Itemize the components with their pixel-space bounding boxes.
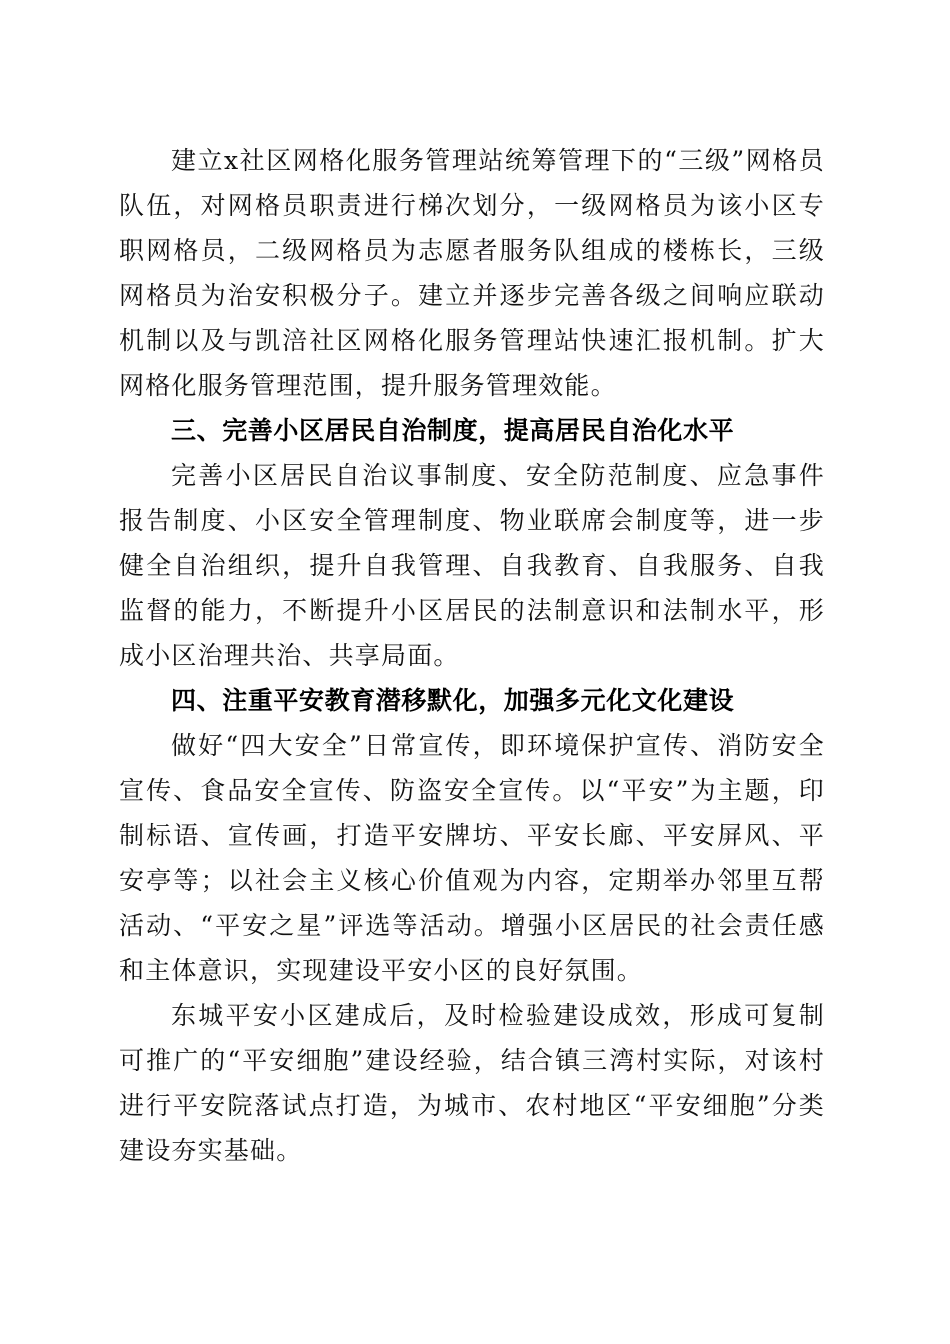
paragraph-pilot-promotion: 东城平安小区建成后，及时检验建设成效，形成可复制可推广的“平安细胞”建设经验，结合镇三湾村实际，对该村进行平安院落试点打造，为城市、农村地区“平安细胞”分类建设夯实基础。 — [119, 1001, 825, 1165]
paragraph-self-governance: 完善小区居民自治议事制度、安全防范制度、应急事件报告制度、小区安全管理制度、物业联席会制度等，进一步健全自治组织，提升自我管理、自我教育、自我服务、自我监督的能力，不断提升小区居民的法制意识和法制水平，形成小区治理共治、共享局面。 — [119, 461, 825, 670]
section-heading-three: 三、完善小区居民自治制度，提高居民自治化水平 — [171, 416, 735, 445]
paragraph-grid-team: 建立x社区网格化服务管理站统筹管理下的“三级”网格员队伍，对网格员职责进行梯次划分，一级网格员为该小区专职网格员，二级网格员为志愿者服务队组成的楼栋长，三级网格员为治安积极分子。建立并逐步完善各级之间响应联动机制以及与凯涪社区网格化服务管理站快速汇报机制。扩大网格化服务管理范围，提升服务管理效能。 — [119, 146, 825, 400]
section-heading-four: 四、注重平安教育潜移默化，加强多元化文化建设 — [171, 686, 735, 715]
paragraph-safety-education: 做好“四大安全”日常宣传，即环境保护宣传、消防安全宣传、食品安全宣传、防盗安全宣传。以“平安”为主题，印制标语、宣传画，打造平安牌坊、平安长廊、平安屏风、平安亭等；以社会主义核心价值观为内容，定期举办邻里互帮活动、“平安之星”评选等活动。增强小区居民的社会责任感和主体意识，实现建设平安小区的良好氛围。 — [119, 731, 825, 985]
document-body — [119, 138, 825, 1173]
